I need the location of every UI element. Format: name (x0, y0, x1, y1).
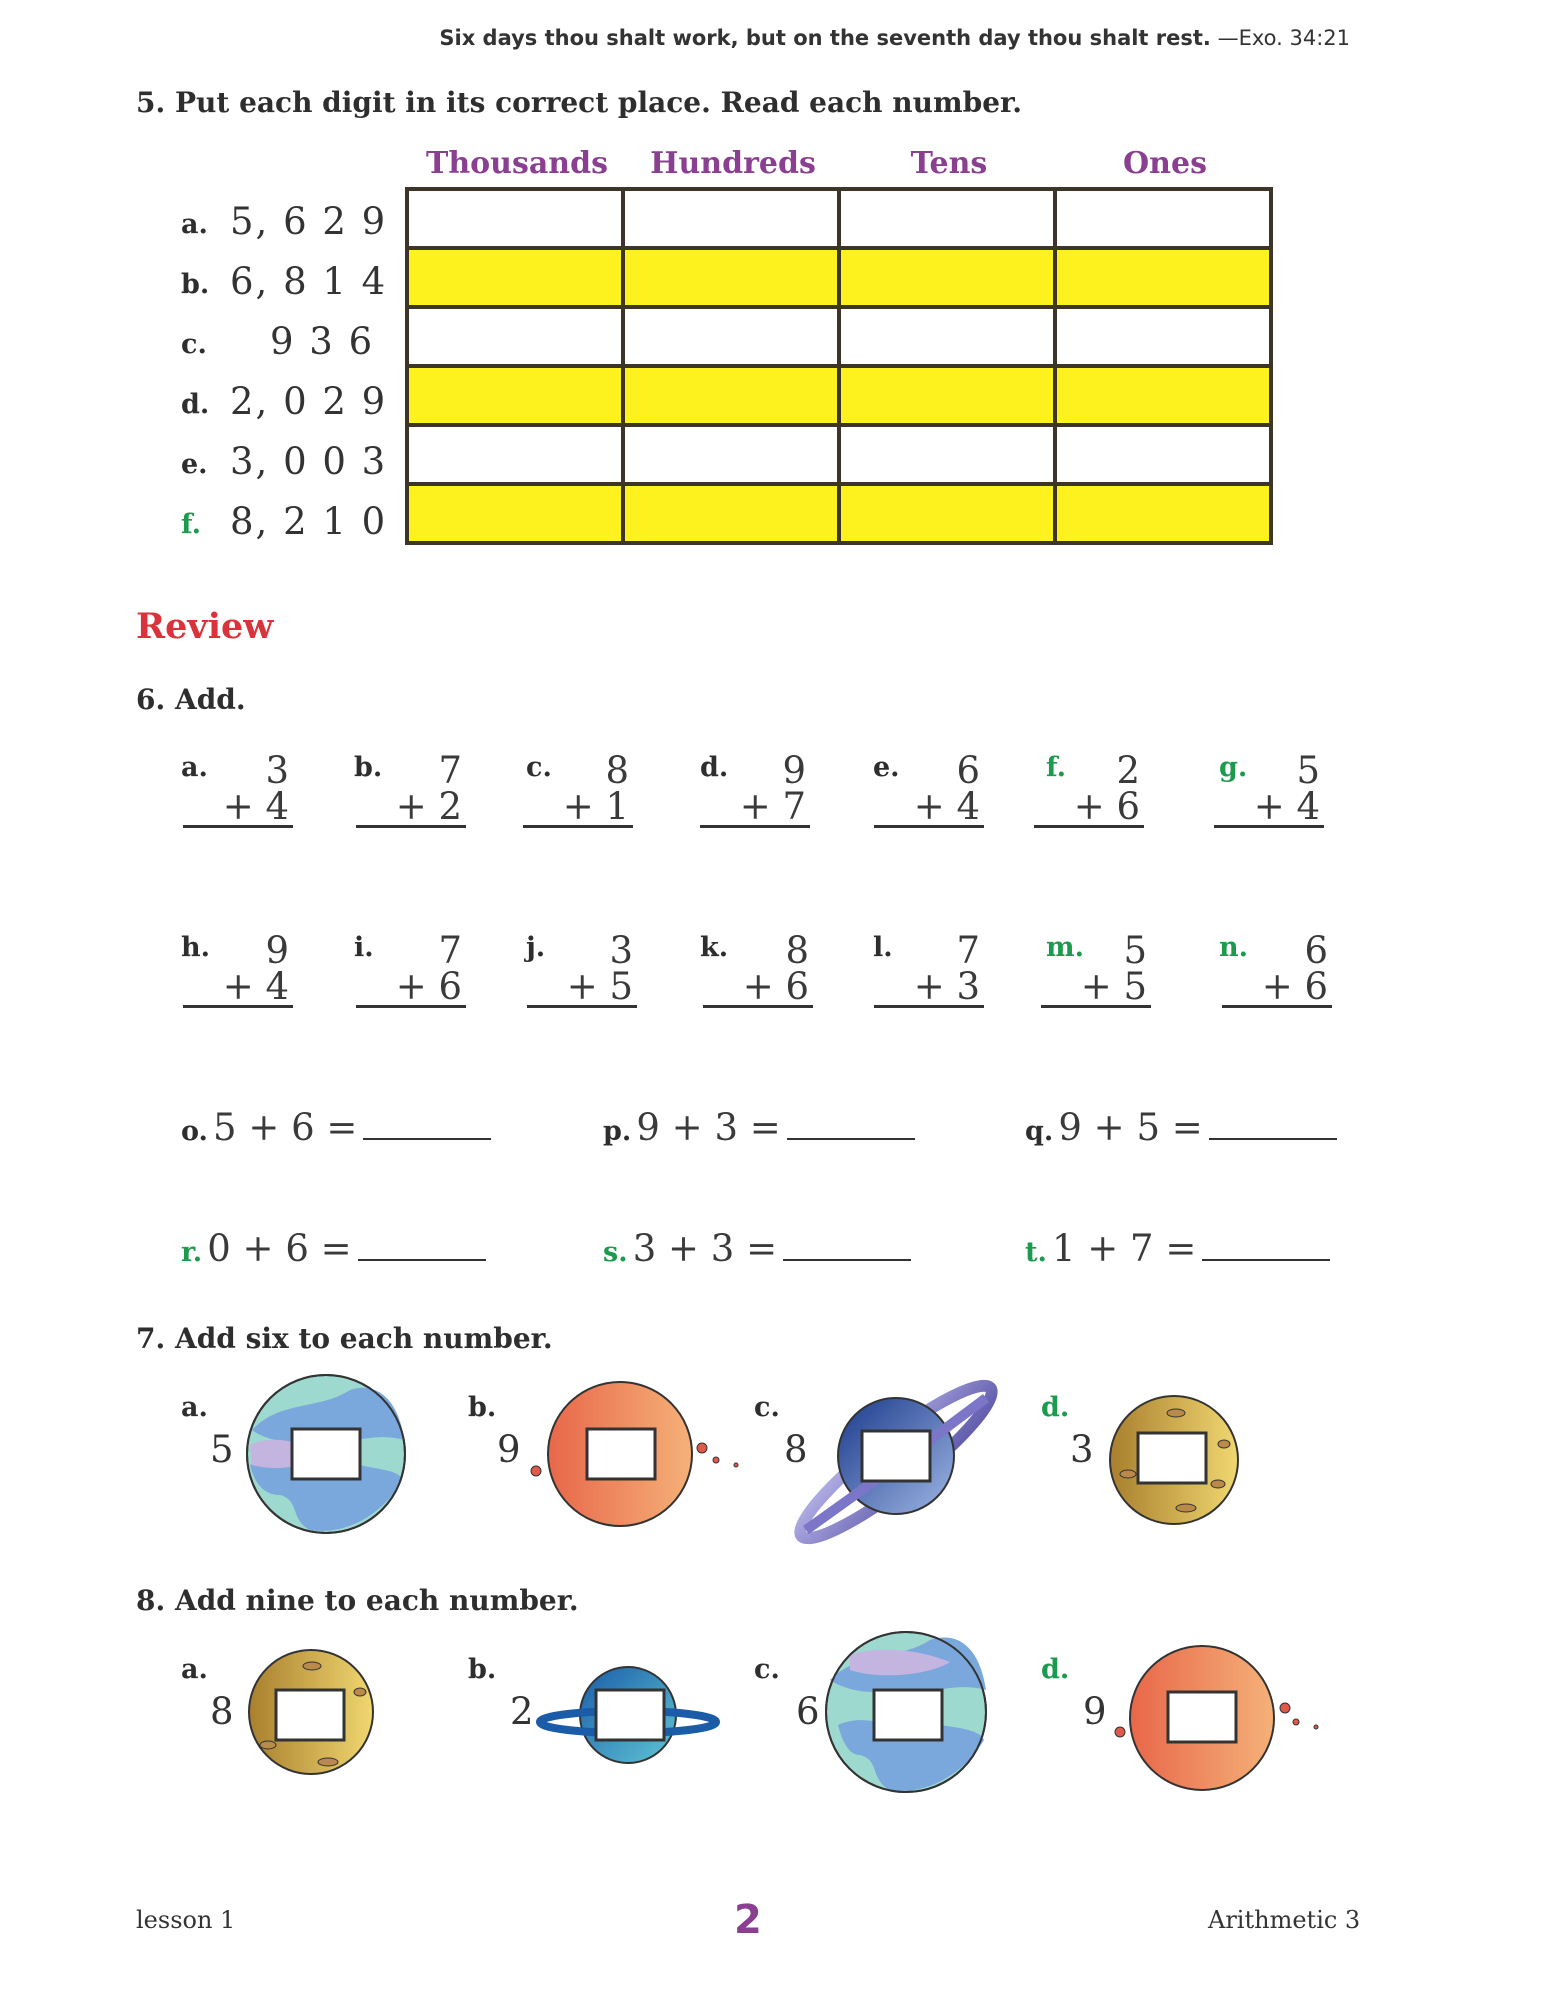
q5-label-a: a. (181, 209, 208, 240)
q5-label-d: d. (181, 389, 210, 420)
col-ones: Ones (1123, 146, 1207, 181)
q7-number-c: 8 (784, 1428, 810, 1471)
q7-label-b: b. (468, 1392, 497, 1423)
addend-top: 7 (956, 929, 980, 972)
moon-planet-icon (1110, 1396, 1238, 1524)
footer-book-title: Arithmetic 3 (1208, 1906, 1361, 1934)
q7-label-c: c. (754, 1392, 780, 1423)
equation-expr: 9 + 3 = (636, 1106, 781, 1149)
q7-title: 7. Add six to each number. (136, 1322, 553, 1355)
q6-label-n: n. (1219, 932, 1249, 963)
q5-label-c: c. (181, 329, 207, 360)
equation-expr: 5 + 6 = (213, 1106, 358, 1149)
answer-box (874, 1690, 942, 1740)
moon-planet-icon (249, 1650, 373, 1774)
q8-number-a: 8 (210, 1690, 236, 1733)
addend-top: 6 (1304, 929, 1328, 972)
q6-label-m: m. (1046, 932, 1084, 963)
saturn-planet-icon (787, 1369, 1006, 1555)
equation-label: p. (603, 1116, 632, 1147)
addend-top: 9 (782, 749, 806, 792)
equation-label: r. (181, 1237, 203, 1268)
q6-label-e: e. (873, 752, 900, 783)
q7-label-a: a. (181, 1392, 208, 1423)
q6-label-l: l. (873, 932, 893, 963)
mars-planet-icon (1115, 1646, 1318, 1790)
q5-label-b: b. (181, 269, 210, 300)
q6-label-a: a. (181, 752, 208, 783)
verse-text: Six days thou shalt work, but on the seventh day thou shalt rest. (439, 26, 1211, 50)
q6-label-g: g. (1219, 752, 1248, 783)
q6-label-d: d. (700, 752, 729, 783)
equation-label: q. (1025, 1116, 1054, 1147)
q8-label-d: d. (1041, 1654, 1070, 1685)
q6-label-j: j. (526, 932, 546, 963)
q5-number-b: 6, 8 1 4 (230, 260, 388, 303)
q5-number-e: 3, 0 0 3 (230, 440, 388, 483)
addend-top: 8 (605, 749, 629, 792)
col-hundreds: Hundreds (650, 146, 816, 181)
q8-label-b: b. (468, 1654, 497, 1685)
addend-bottom: + 6 (356, 969, 466, 1008)
q8-number-d: 9 (1083, 1690, 1109, 1733)
q5-label-f: f. (181, 509, 202, 540)
q8-title: 8. Add nine to each number. (136, 1584, 579, 1617)
q6-label-i: i. (354, 932, 374, 963)
addend-top: 7 (438, 929, 462, 972)
addend-top: 3 (265, 749, 289, 792)
addend-top: 9 (265, 929, 289, 972)
q6-label-f: f. (1046, 752, 1067, 783)
addend-bottom: + 6 (1034, 789, 1144, 828)
q5-number-d: 2, 0 2 9 (230, 380, 388, 423)
q8-label-c: c. (754, 1654, 780, 1685)
addend-bottom: + 5 (527, 969, 637, 1008)
neptune-planet-icon (540, 1667, 716, 1763)
page-number: 2 (734, 1897, 762, 1943)
q8-number-b: 2 (510, 1690, 536, 1733)
q6-title: 6. Add. (136, 683, 246, 716)
mars-planet-icon (531, 1382, 738, 1526)
answer-box (862, 1431, 930, 1481)
verse-reference: —Exo. 34:21 (1217, 26, 1350, 50)
addend-top: 7 (438, 749, 462, 792)
addend-top: 5 (1296, 749, 1320, 792)
q7-number-d: 3 (1070, 1428, 1096, 1471)
q7-label-d: d. (1041, 1392, 1070, 1423)
addend-top: 5 (1123, 929, 1147, 972)
addend-bottom: + 3 (874, 969, 984, 1008)
addend-top: 3 (609, 929, 633, 972)
addend-top: 6 (956, 749, 980, 792)
answer-box (587, 1429, 655, 1479)
answer-box (596, 1690, 664, 1740)
q5-number-c: 9 3 6 (270, 320, 375, 363)
review-heading: Review (136, 606, 274, 647)
answer-box (276, 1690, 344, 1740)
addend-bottom: + 4 (183, 789, 293, 828)
q5-label-e: e. (181, 449, 208, 480)
q6-label-b: b. (354, 752, 383, 783)
footer-lesson: lesson 1 (136, 1906, 236, 1934)
addend-bottom: + 4 (1214, 789, 1324, 828)
addend-bottom: + 1 (523, 789, 633, 828)
addend-bottom: + 6 (1222, 969, 1332, 1008)
q5-number-a: 5, 6 2 9 (230, 200, 388, 243)
equation-expr: 3 + 3 = (632, 1227, 778, 1270)
addend-bottom: + 4 (874, 789, 984, 828)
q5-title: 5. Put each digit in its correct place. Read each number. (136, 86, 1022, 119)
q8-label-a: a. (181, 1654, 208, 1685)
equation-label: s. (603, 1237, 628, 1268)
addend-top: 8 (785, 929, 809, 972)
addend-bottom: + 6 (703, 969, 813, 1008)
q8-number-c: 6 (796, 1690, 822, 1733)
addend-bottom: + 7 (700, 789, 810, 828)
col-tens: Tens (910, 146, 988, 181)
equation-expr: 0 + 6 = (207, 1227, 352, 1270)
addend-bottom: + 5 (1041, 969, 1151, 1008)
col-thousands: Thousands (426, 146, 608, 181)
answer-box (292, 1429, 360, 1479)
equation-expr: 1 + 7 = (1051, 1227, 1197, 1270)
q7-number-b: 9 (497, 1428, 523, 1471)
equation-label: o. (181, 1116, 208, 1147)
addend-bottom: + 2 (356, 789, 466, 828)
q6-label-h: h. (181, 932, 211, 963)
q6-label-c: c. (526, 752, 552, 783)
addend-bottom: + 4 (183, 969, 293, 1008)
answer-box (1138, 1433, 1206, 1483)
q7-number-a: 5 (210, 1428, 236, 1471)
addend-top: 2 (1116, 749, 1140, 792)
equation-expr: 9 + 5 = (1058, 1106, 1203, 1149)
equation-label: t. (1025, 1237, 1047, 1268)
q5-number-f: 8, 2 1 0 (230, 500, 388, 543)
earth-planet-icon (247, 1375, 405, 1533)
q6-label-k: k. (700, 932, 729, 963)
earth-planet-icon (826, 1632, 986, 1792)
answer-box (1168, 1692, 1236, 1742)
